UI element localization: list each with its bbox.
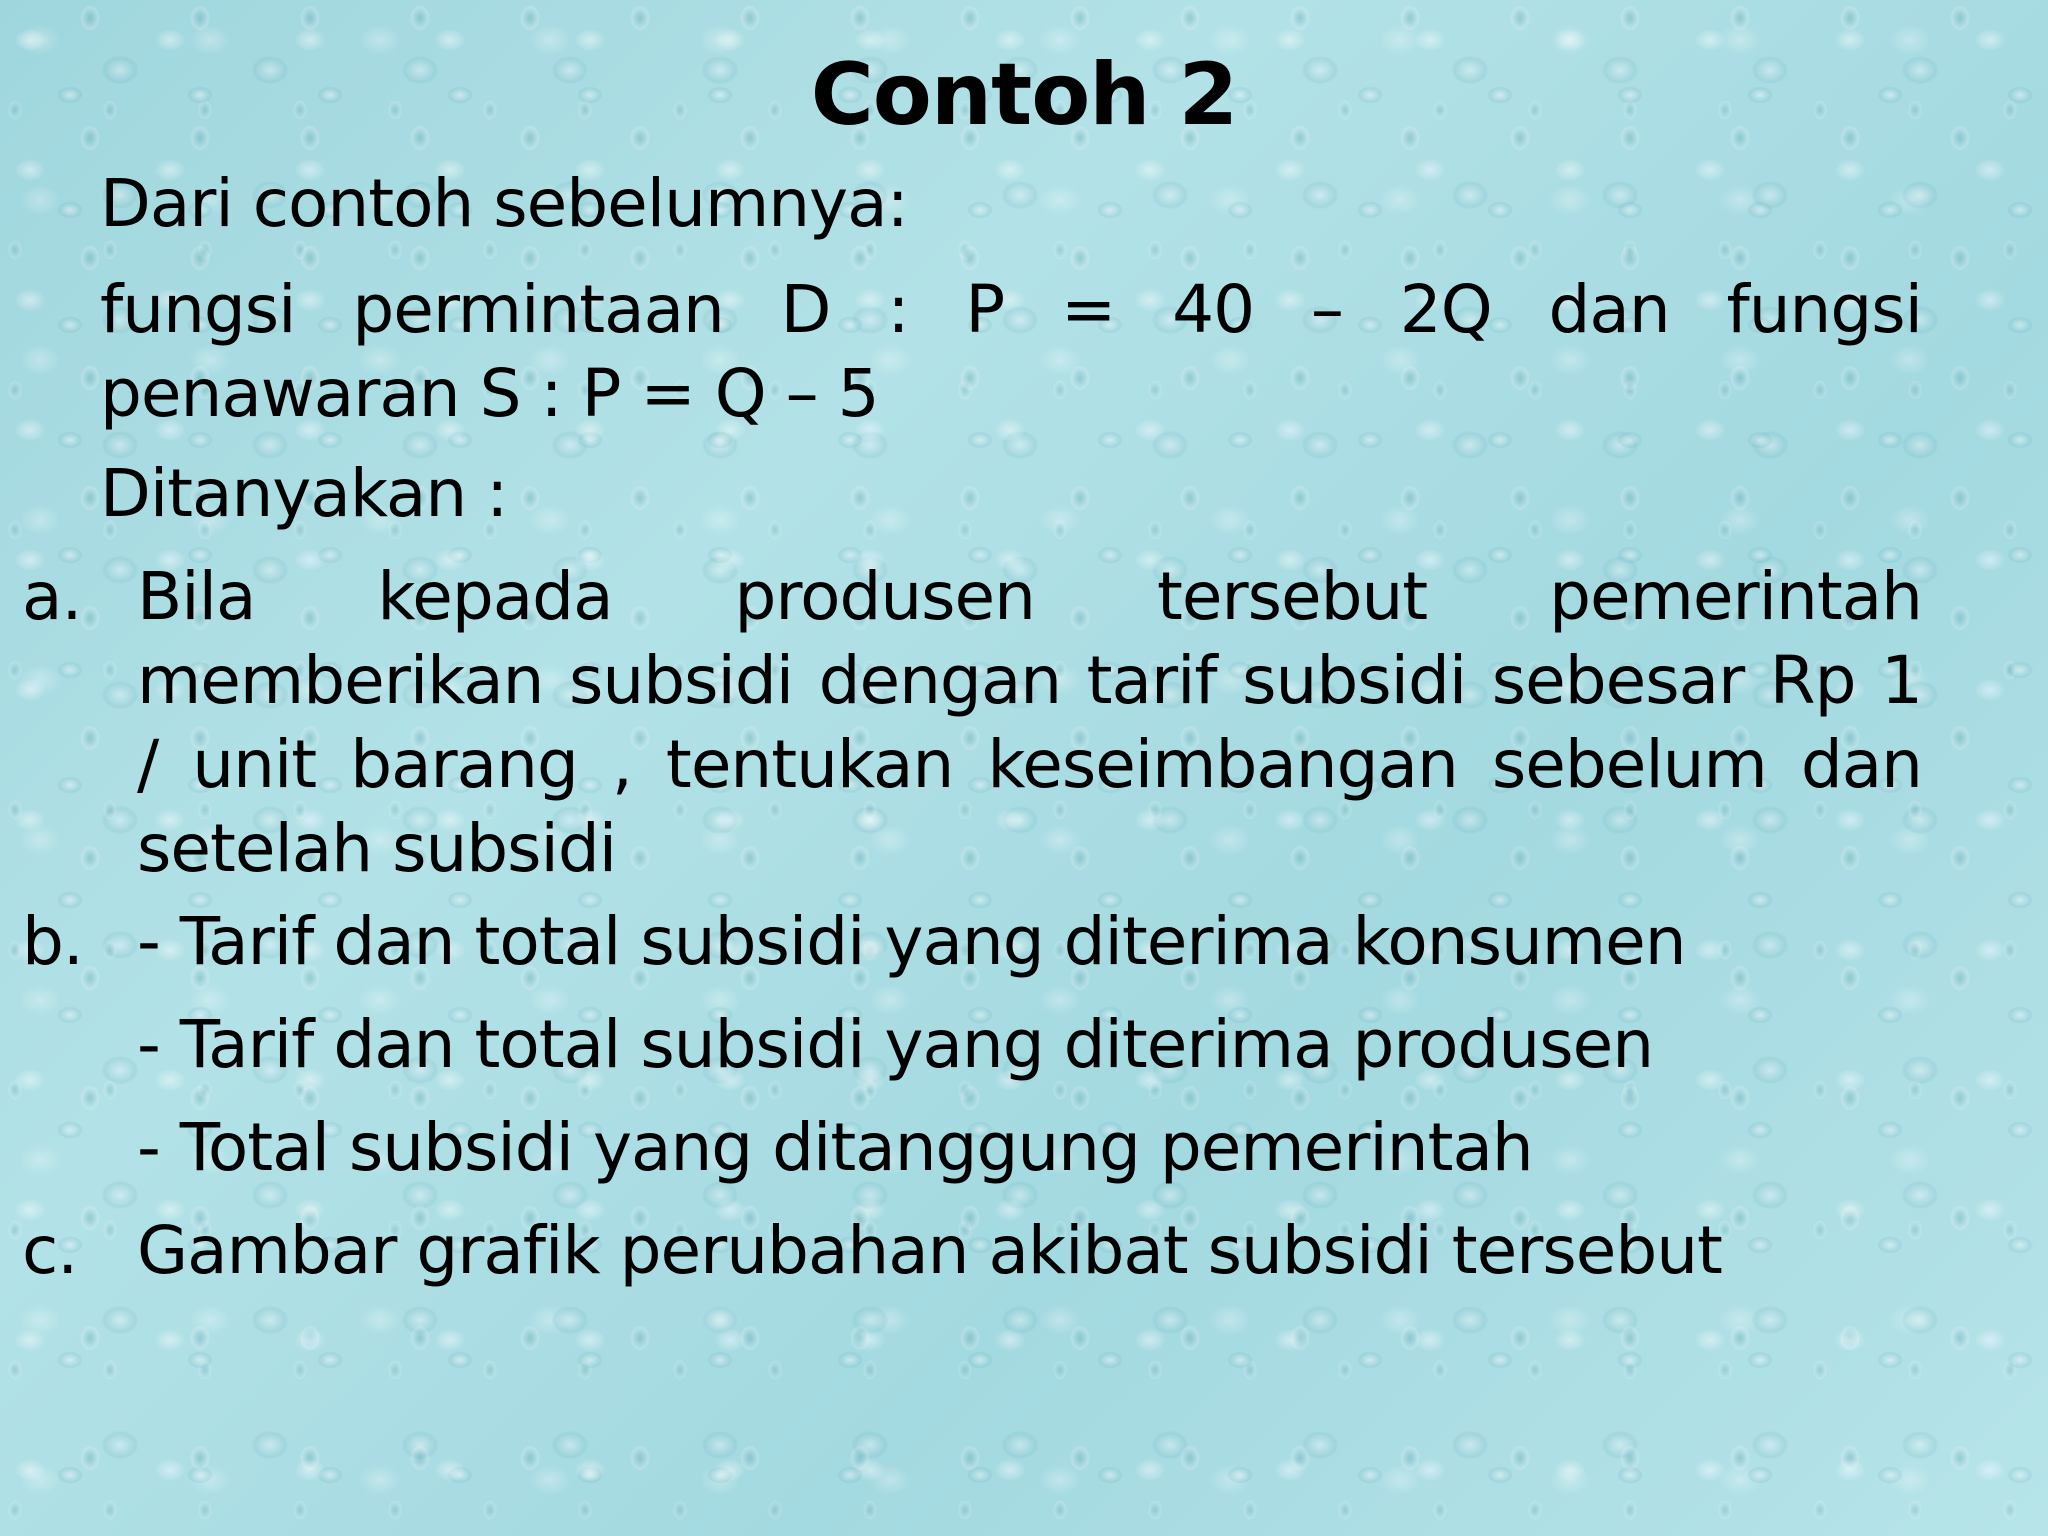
list-marker-a: a. xyxy=(22,558,82,635)
list-item-b-line-3: - Total subsidi yang ditanggung pemerintah xyxy=(137,1109,1533,1186)
list-marker-c: c. xyxy=(22,1212,78,1289)
list-item-c-text: Gambar grafik perubahan akibat subsidi tersebut xyxy=(137,1212,1722,1289)
list-item-a-text: Bila kepada produsen tersebut pemerintah memberikan subsidi dengan tarif subsidi sebesar Rp 1 / unit barang , tentukan keseimbangan sebelum dan setelah subsidi xyxy=(137,558,1922,887)
slide-title: Contoh 2 xyxy=(810,45,1238,145)
question-heading: Ditanyakan : xyxy=(100,455,508,532)
intro-text: Dari contoh sebelumnya: xyxy=(100,165,908,242)
list-item-b-line-2: - Tarif dan total subsidi yang diterima produsen xyxy=(137,1006,1654,1083)
functions-text: fungsi permintaan D : P = 40 – 2Q dan fungsi penawaran S : P = Q – 5 xyxy=(100,271,1922,432)
list-item-b-line-1: - Tarif dan total subsidi yang diterima konsumen xyxy=(137,903,1686,980)
list-marker-b: b. xyxy=(22,903,83,980)
